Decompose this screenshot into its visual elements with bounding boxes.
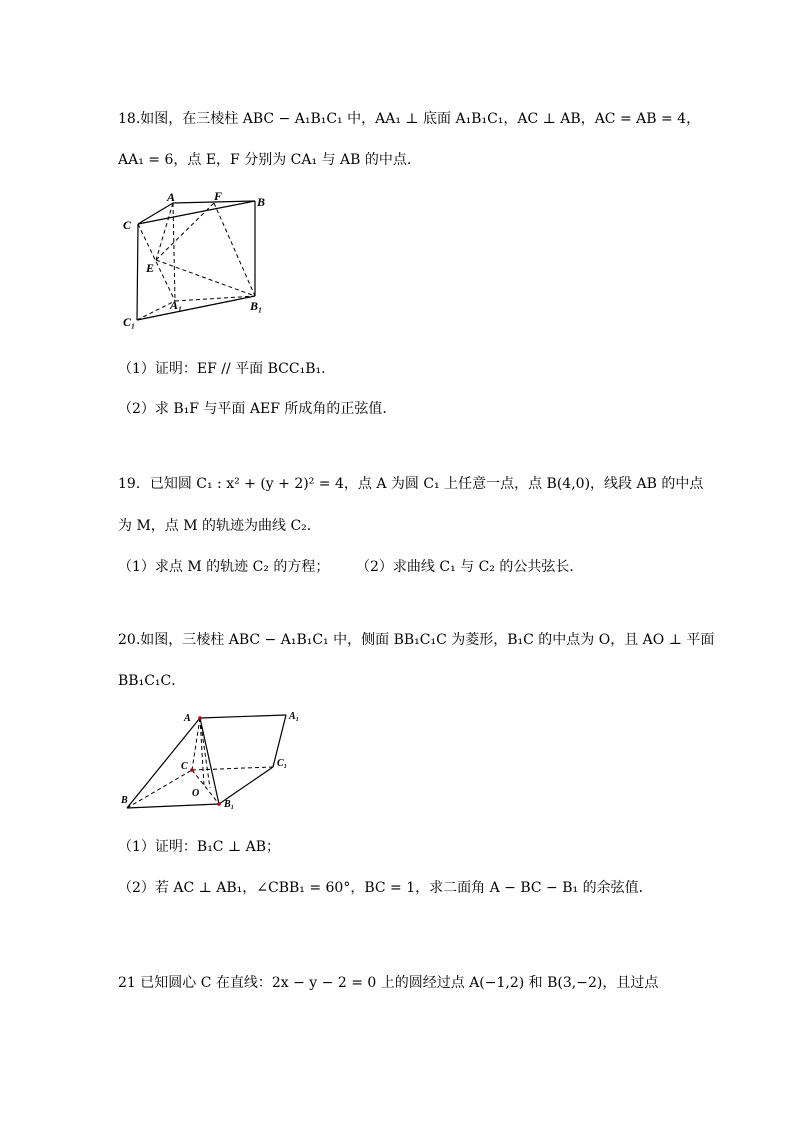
prism-figure-20 [118,706,308,814]
label-C: C [181,761,188,772]
label-C: C [123,218,132,232]
problem-19-statement-line2: 为 M，点 M 的轨迹为曲线 C₂． [118,518,321,534]
problem-21-statement-line1: 21 已知圆心 C 在直线：2x − y − 2 = 0 上的圆经过点 A(−1,2) 和 B(3,−2)，且过点 [118,975,659,991]
label-B: B [257,195,266,209]
prism-figure-18 [118,186,278,336]
problem-19-part1: （1）求点 M 的轨迹 C₂ 的方程； [118,559,330,575]
label-C1: C₁ [277,758,288,769]
problem-18-part2: （2）求 B₁F 与平面 AEF 所成角的正弦值. [118,401,387,417]
label-F: F [214,189,223,203]
problem-20-statement-line1: 20.如图，三棱柱 ABC − A₁B₁C₁ 中，侧面 BB₁C₁C 为菱形，B₁C 的中点为 O，且 AO ⊥ 平面 [118,632,715,648]
problem-19-statement-line1: 19．已知圆 C₁ : x² + (y + 2)² = 4，点 A 为圆 C₁ 上任意一点，点 B(4,0)，线段 AB 的中点 [118,476,704,492]
problem-18-statement-line2: AA₁ = 6，点 E，F 分别为 CA₁ 与 AB 的中点. [118,152,412,168]
problem-20-statement-line2: BB₁C₁C． [118,673,186,689]
label-A1: A₁ [289,711,300,722]
label-B1: B₁ [224,799,235,810]
problem-18-part1: （1）证明：EF // 平面 BCC₁B₁. [118,361,326,377]
label-B: B [121,795,128,806]
label-B1: B₁ [250,299,263,313]
label-E: E [146,261,155,275]
label-C1: C₁ [123,315,136,329]
problem-20-part1: （1）证明：B₁C ⊥ AB； [118,839,280,855]
label-A: A [167,190,176,204]
label-O: O [192,788,200,799]
problem-20-part2: （2）若 AC ⊥ AB₁，∠CBB₁ = 60°，BC = 1，求二面角 A − BC − B₁ 的余弦值． [118,880,653,896]
problem-18-statement-line1: 18.如图，在三棱柱 ABC − A₁B₁C₁ 中，AA₁ ⊥ 底面 A₁B₁C₁，AC ⊥ AB，AC = AB = 4， [118,111,701,127]
problem-19-part2: （2）求曲线 C₁ 与 C₂ 的公共弦长． [356,559,584,575]
label-A1: A₁ [170,298,183,312]
label-A: A [184,713,191,724]
